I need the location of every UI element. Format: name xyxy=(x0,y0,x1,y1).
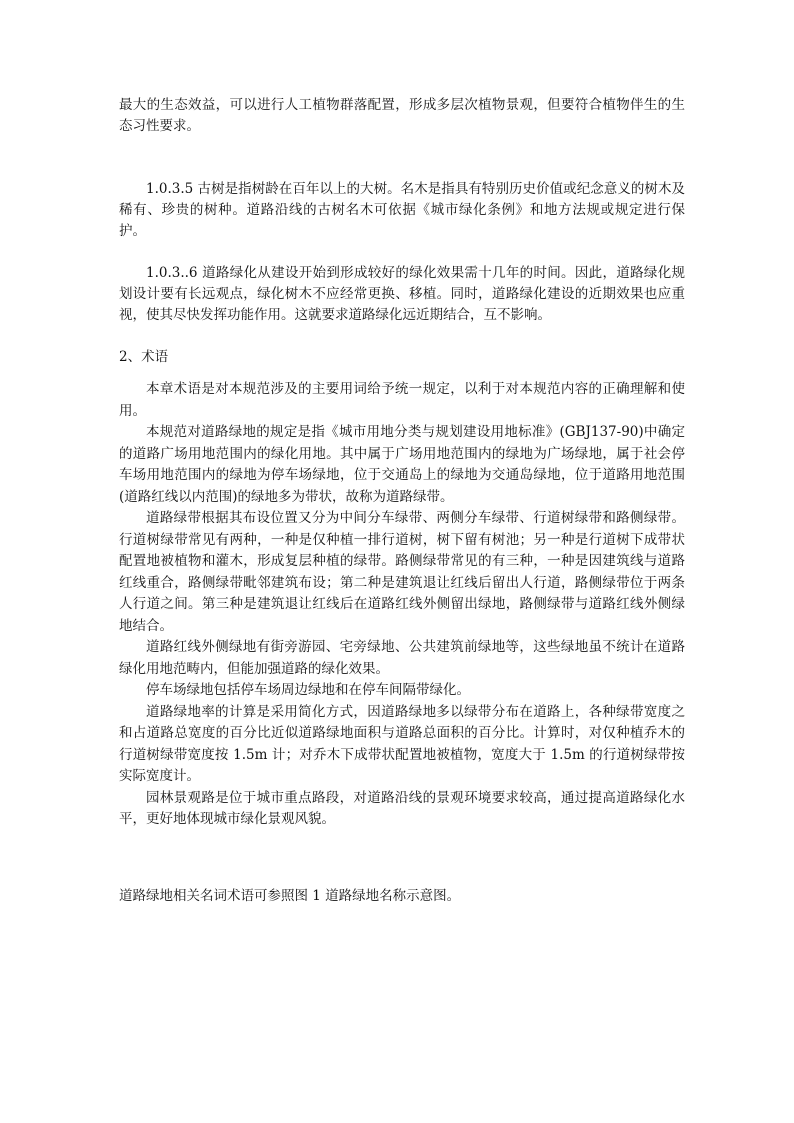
terms-paragraph: 道路红线外侧绿地有街旁游园、宅旁绿地、公共建筑前绿地等，这些绿地虽不统计在道路绿化用地范畴内，但能加强道路的绿化效果。 xyxy=(119,639,685,677)
terms-paragraph: 道路绿带根据其布设位置又分为中间分车绿带、两侧分车绿带、行道树绿带和路侧绿带。行道树绿带常见有两种，一种是仅种植一排行道树，树下留有树池；另一种是行道树下成带状配置地被植物和灌木，形成复层种植的绿带。路侧绿带常见的有三种，一种是因建筑线与道路红线重合，路侧绿带毗邻建筑布设；第二种是建筑退让红线后留出人行道，路侧绿带位于两条人行道之间。第三种是建筑退让红线后在道路红线外侧留出绿地，路侧绿带与道路红线外侧绿地结合。 xyxy=(119,510,685,634)
figure-reference: 道路绿地相关名词术语可参照图 1 道路绿地名称示意图。 xyxy=(119,888,461,904)
intro-paragraph: 最大的生态效益，可以进行人工植物群落配置，形成多层次植物景观，但要符合植物伴生的生态习性要求。 xyxy=(119,97,685,134)
terms-paragraph: 停车场绿地包括停车场周边绿地和在停车间隔带绿化。 xyxy=(146,682,470,698)
terms-paragraph: 道路绿地率的计算是采用简化方式，因道路绿地多以绿带分布在道路上，各种绿带宽度之和占道路总宽度的百分比近似道路绿地面积与道路总面积的百分比。计算时，对仅种植乔木的行道树绿带宽度按 1.5m 计；对乔木下成带状配置地被植物，宽度大于 1.5m 的行道树绿带按实际宽度计。 xyxy=(119,703,685,784)
clause-1-0-3-5: 1.0.3.5 古树是指树龄在百年以上的大树。名木是指具有特别历史价值或纪念意义的树木及稀有、珍贵的树种。道路沿线的古树名木可依据《城市绿化条例》和地方法规或规定进行保护。 xyxy=(119,181,685,239)
terms-paragraph: 本章术语是对本规范涉及的主要用词给予统一规定，以利于对本规范内容的正确理解和使用。 xyxy=(119,381,685,419)
terms-section xyxy=(119,379,685,831)
section-heading: 2、术语 xyxy=(119,349,169,365)
clause-1-0-3-6: 1.0.3..6 道路绿化从建设开始到形成较好的绿化效果需十几年的时间。因此，道路绿化规划设计要有长远观点，绿化树木不应经常更换、移植。同时，道路绿化建设的近期效果也应重视，使其尽快发挥功能作用。这就要求道路绿化远近期结合，互不影响。 xyxy=(119,265,685,323)
terms-paragraph: 本规范对道路绿地的规定是指《城市用地分类与规划建设用地标准》(GBJ137-90)中确定的道路广场用地范围内的绿化用地。其中属于广场用地范围内的绿地为广场绿地，属于社会停车场用地范围内的绿地为停车场绿地，位于交通岛上的绿地为交通岛绿地，位于道路用地范围(道路红线以内范围)的绿地多为带状，故称为道路绿带。 xyxy=(119,424,685,505)
terms-paragraph: 园林景观路是位于城市重点路段，对道路沿线的景观环境要求较高，通过提高道路绿化水平，更好地体现城市绿化景观风貌。 xyxy=(119,789,685,827)
